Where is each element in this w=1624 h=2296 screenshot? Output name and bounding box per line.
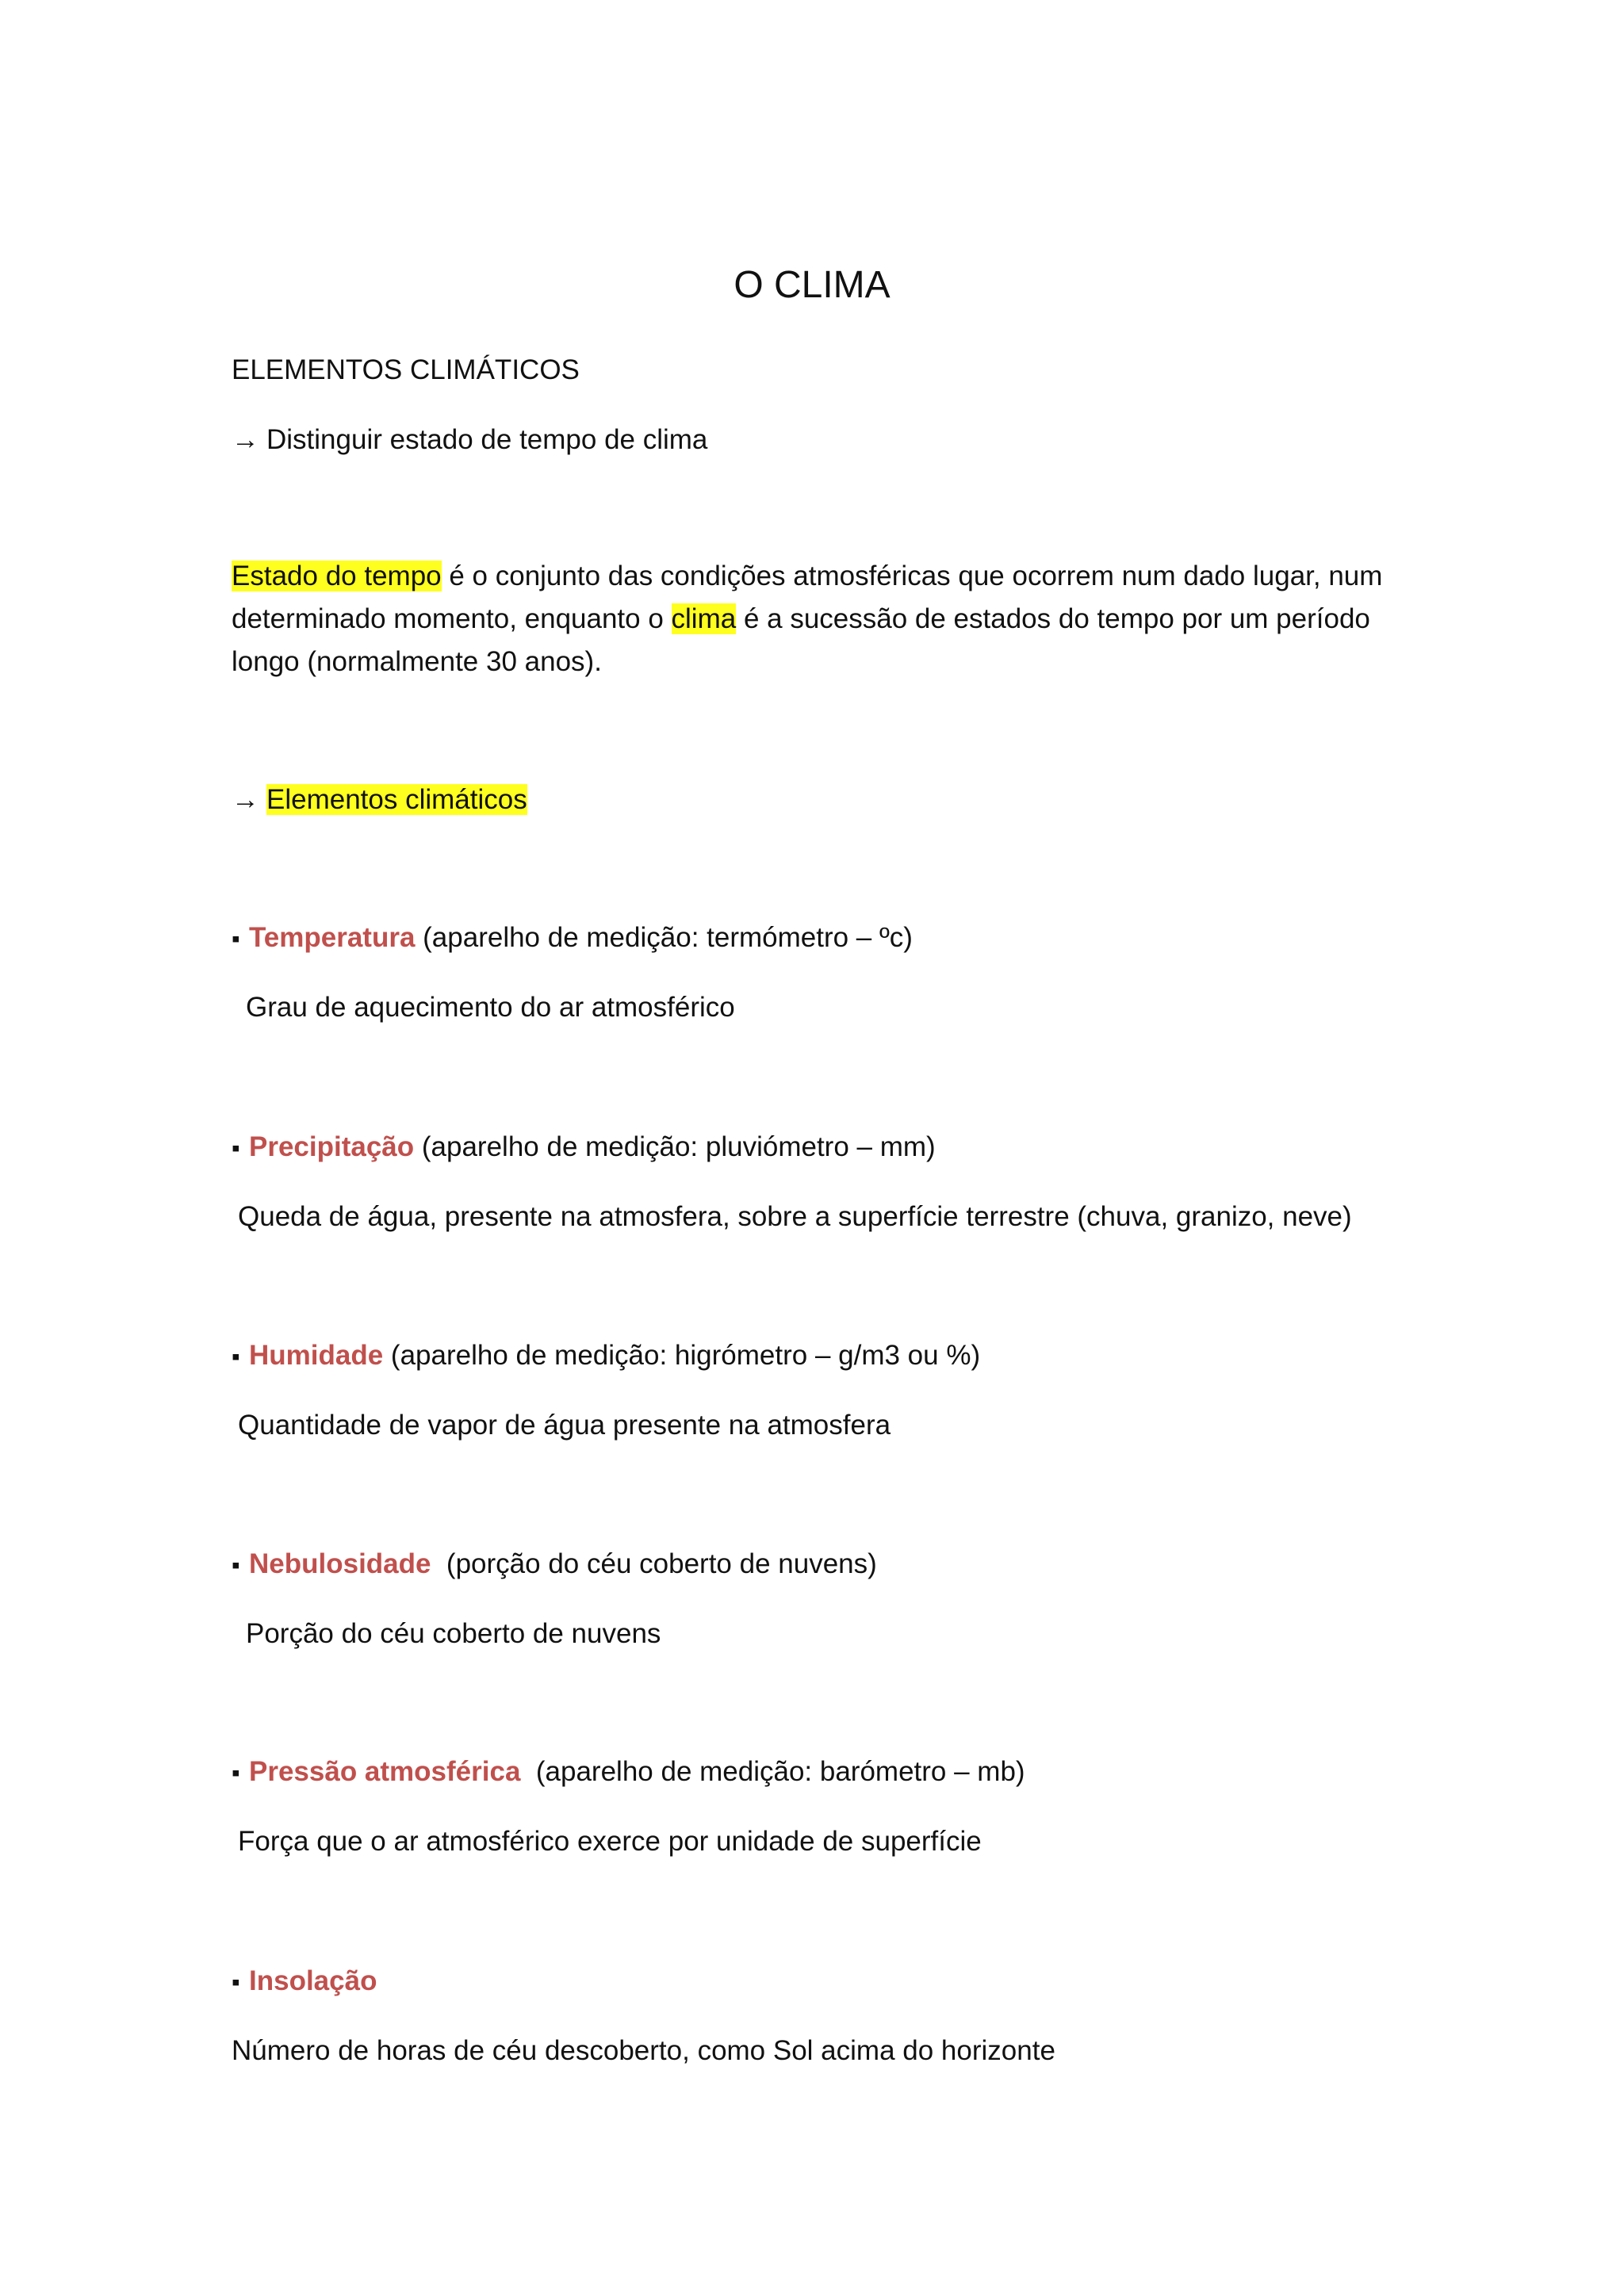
element-name: Precipitação [249,1131,415,1162]
section-heading: ELEMENTOS CLIMÁTICOS [232,354,580,385]
page-title: O CLIMA [733,264,891,306]
element-item-pressao-atmosferica [232,1751,1405,1795]
elements-heading-line [232,779,1405,821]
element-detail: (aparelho de medição: pluviómetro – mm) [414,1131,936,1162]
element-description: Força que o ar atmosférico exerce por unidade de superfície [238,1826,982,1857]
definition-paragraph [232,555,1397,683]
element-name: Temperatura [249,922,416,953]
element-description: Porção do céu coberto de nuvens [246,1618,661,1649]
element-detail: (aparelho de medição: termómetro – ºc) [415,922,913,953]
subtitle-text: Distinguir estado de tempo de clima [266,424,708,455]
arrow-icon: → [232,424,259,455]
element-detail: (aparelho de medição: barómetro – mb) [520,1756,1025,1787]
bullet-icon: ▪ [232,1344,240,1370]
bullet-icon: ▪ [232,1969,240,1996]
subtitle-line [232,419,1405,461]
bullet-icon: ▪ [232,1552,240,1578]
elements-heading: Elementos climáticos [266,784,527,815]
paragraph-text-2: é a sucessão de estados do tempo por um período longo (normalmente 30 anos). [232,603,1370,677]
element-name: Nebulosidade [249,1548,431,1579]
element-item-insolacao [232,1960,1405,2004]
paragraph-text-1: é o conjunto das condições atmosféricas que ocorrem num dado lugar, num determinado momento, enquanto o [232,561,1383,634]
bullet-icon: ▪ [232,926,240,952]
element-description: Número de horas de céu descoberto, como Sol acima do horizonte [232,2035,1055,2066]
element-description: Grau de aquecimento do ar atmosférico [246,992,735,1023]
arrow-icon: → [232,784,259,815]
bullet-icon: ▪ [232,1760,240,1786]
bullet-icon: ▪ [232,1135,240,1161]
element-item-humidade [232,1334,1405,1379]
element-item-nebulosidade [232,1543,1405,1587]
element-name: Humidade [249,1340,384,1371]
element-item-temperatura [232,916,1405,961]
element-description: Queda de água, presente na atmosfera, sobre a superfície terrestre (chuva, granizo, neve) [238,1201,1352,1232]
element-description: Quantidade de vapor de água presente na atmosfera [238,1410,891,1441]
element-name: Insolação [249,1965,377,1996]
element-detail: (aparelho de medição: higrómetro – g/m3 ou %) [383,1340,981,1371]
element-item-precipitacao [232,1126,1405,1170]
element-detail: (porção do céu coberto de nuvens) [431,1548,877,1579]
element-name: Pressão atmosférica [249,1756,521,1787]
highlighted-term-clima: clima [671,603,737,634]
highlighted-term-estado-do-tempo: Estado do tempo [232,561,442,591]
